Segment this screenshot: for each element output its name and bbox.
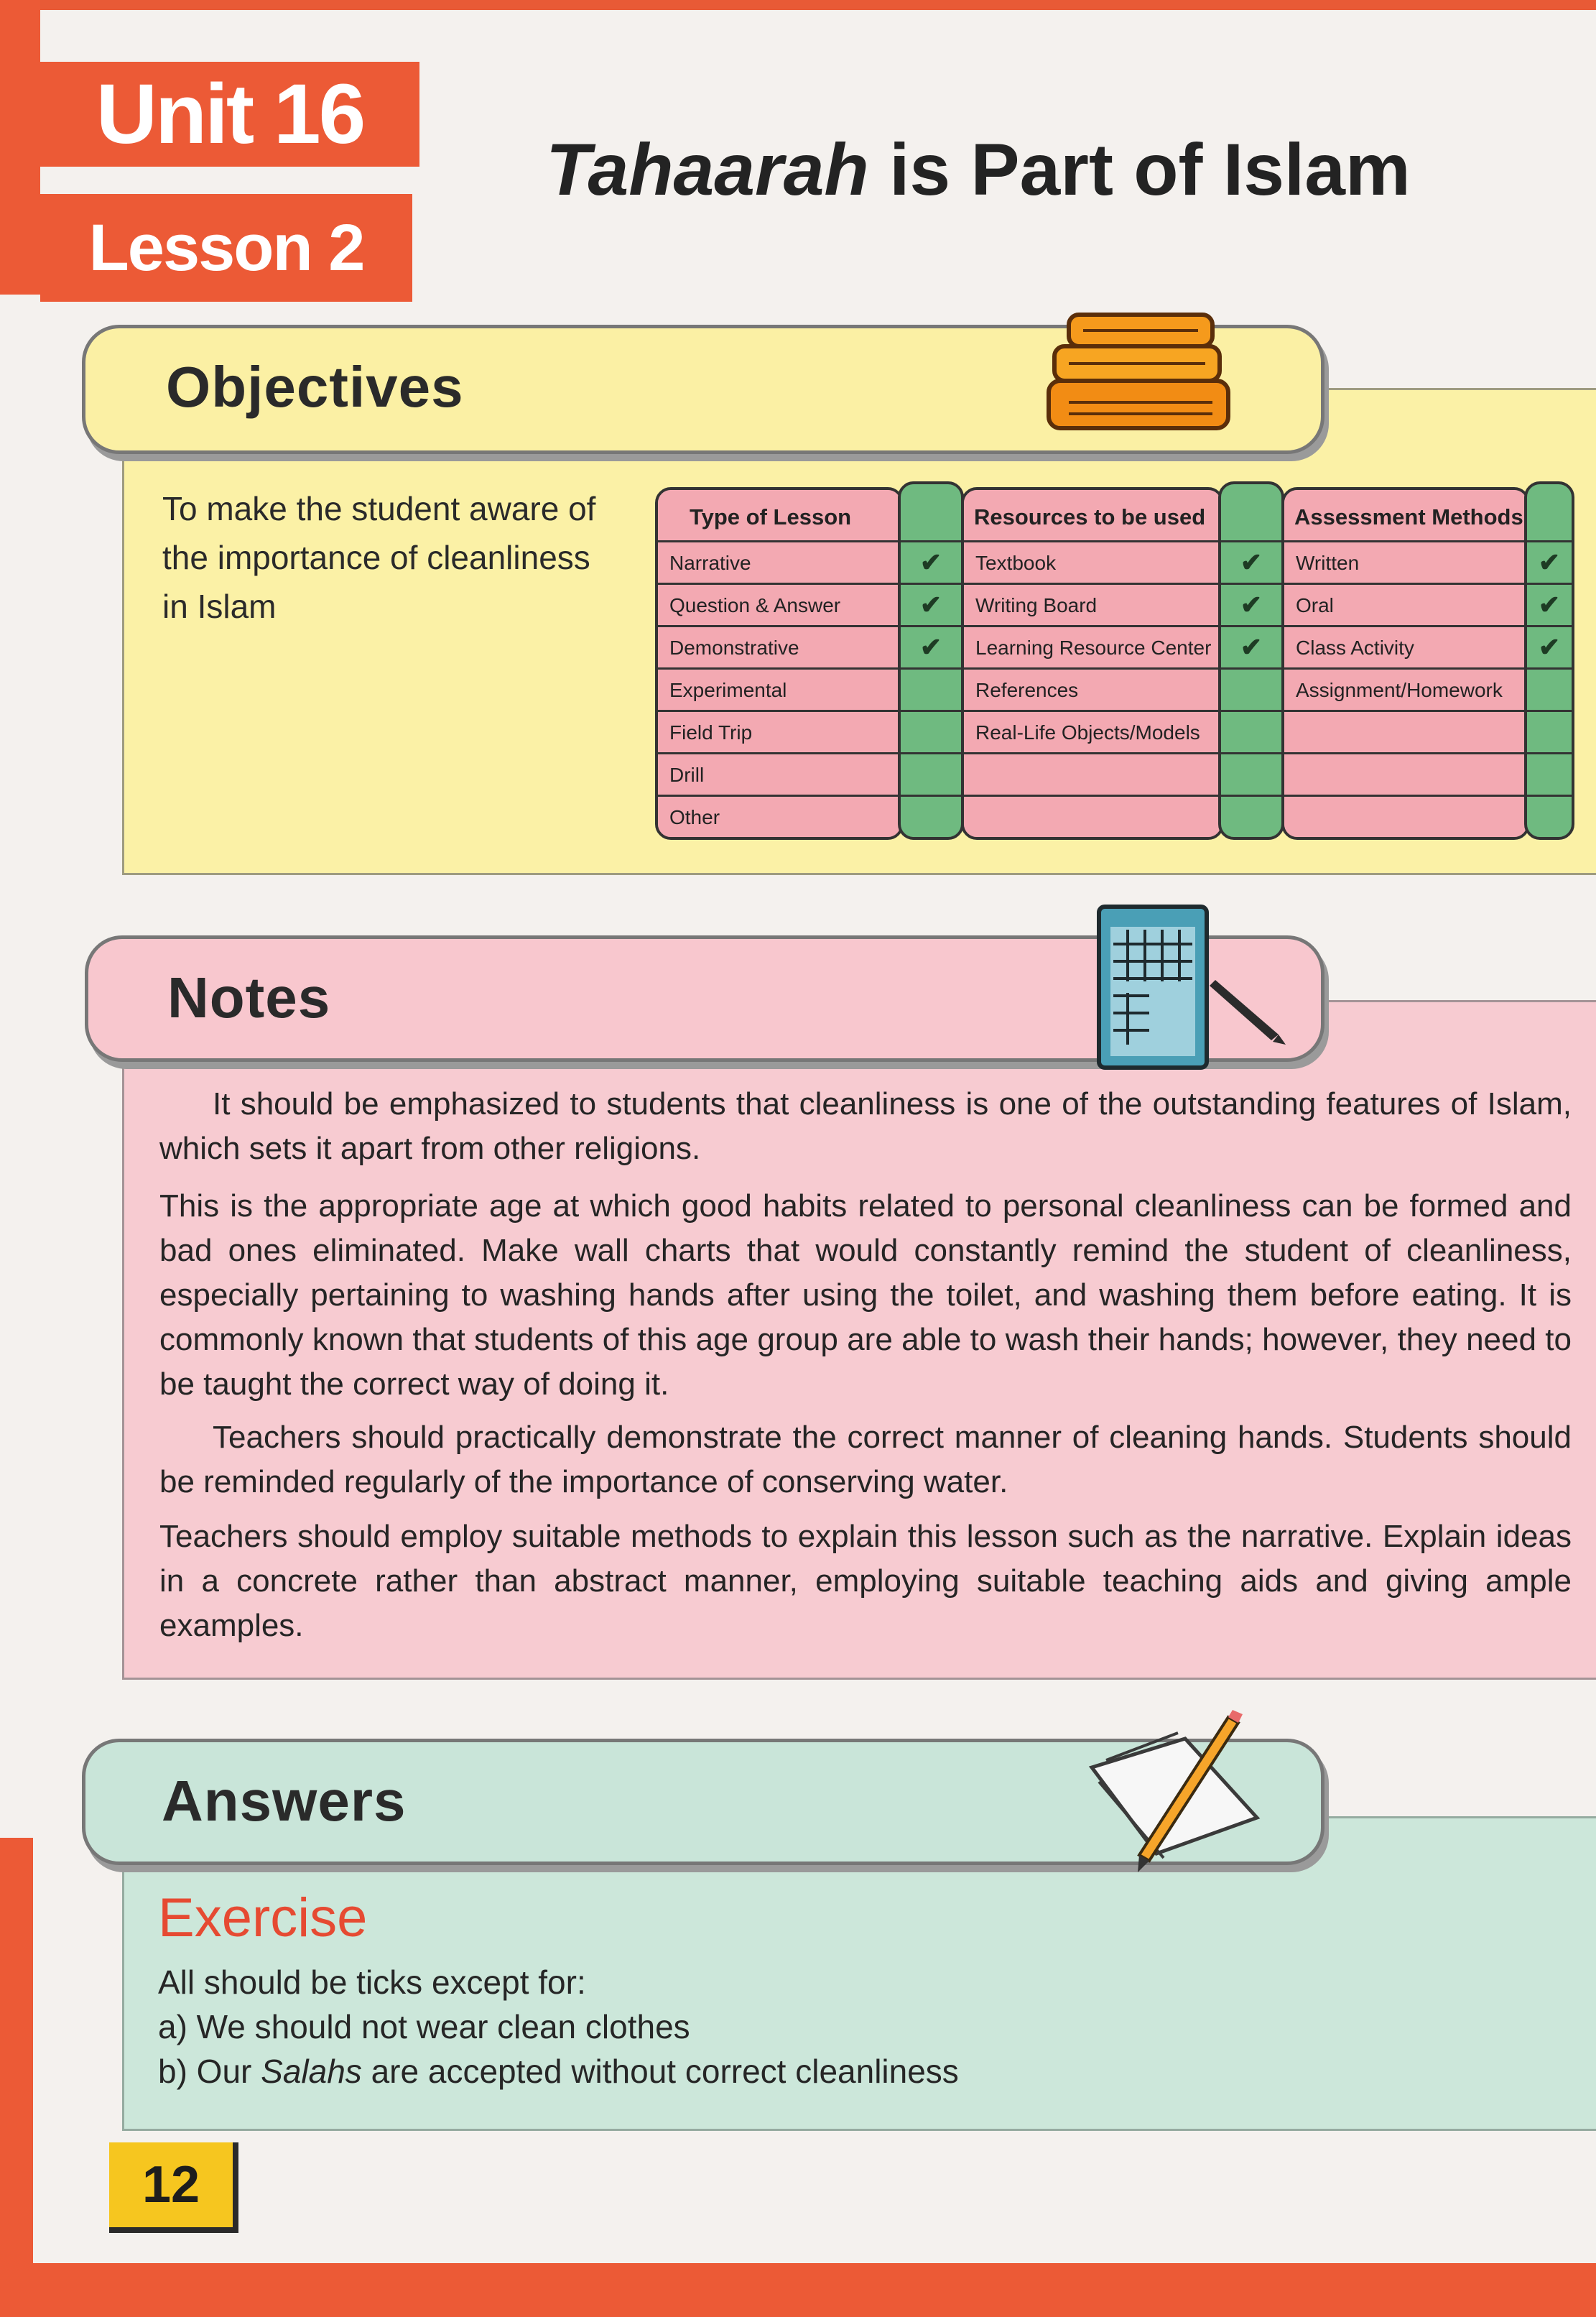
left-border-bottom bbox=[0, 1838, 33, 2317]
bottom-border bbox=[0, 2263, 1596, 2317]
table-header: Resources to be used bbox=[964, 490, 1221, 540]
check-cell bbox=[901, 710, 961, 752]
books-icon bbox=[1040, 302, 1270, 438]
left-border-top bbox=[0, 0, 40, 295]
check-cell: ✔ bbox=[1527, 583, 1572, 625]
check-cell: ✔ bbox=[901, 540, 961, 583]
check-cell: ✔ bbox=[1221, 625, 1281, 667]
notes-paragraph-3: Teachers should practically demonstrate the correct manner of cleaning hands. Students should be reminded regularly of the importance of conserving water. bbox=[159, 1420, 1572, 1499]
check-cell bbox=[1221, 710, 1281, 752]
table-header: Type of Lesson bbox=[658, 490, 901, 540]
check-cell bbox=[1527, 710, 1572, 752]
paper-pencil-icon bbox=[1077, 1710, 1279, 1875]
check-cell bbox=[901, 667, 961, 710]
check-cell: ✔ bbox=[1527, 625, 1572, 667]
table-type-of-lesson bbox=[655, 487, 904, 840]
check-cell bbox=[1527, 752, 1572, 795]
answer-item-b bbox=[158, 2052, 959, 2091]
table-row: Textbook bbox=[964, 540, 1221, 583]
check-cell: ✔ bbox=[901, 625, 961, 667]
objectives-text: To make the student aware of the importance of cleanliness in Islam bbox=[162, 490, 596, 625]
notepad-pen-icon bbox=[1092, 901, 1293, 1075]
notes-paragraph-1: It should be emphasized to students that cleanliness is one of the outstanding features of Islam, which sets it apart from other religions. bbox=[159, 1086, 1572, 1166]
table-row: Other bbox=[658, 795, 901, 837]
table-row: Written bbox=[1284, 540, 1527, 583]
table-row: Experimental bbox=[658, 667, 901, 710]
table-row: Narrative bbox=[658, 540, 901, 583]
page-title-italic: Tahaarah bbox=[546, 129, 869, 211]
page-number: 12 bbox=[109, 2142, 238, 2233]
table-header: Assessment Methods bbox=[1284, 490, 1527, 540]
table-row: Real-Life Objects/Models bbox=[964, 710, 1221, 752]
table-row: Demonstrative bbox=[658, 625, 901, 667]
answer-item-a: a) We should not wear clean clothes bbox=[158, 2008, 690, 2045]
check-cell: ✔ bbox=[1221, 583, 1281, 625]
table-row: Oral bbox=[1284, 583, 1527, 625]
objectives-heading: Objectives bbox=[166, 355, 464, 419]
exercise-title: Exercise bbox=[158, 1887, 368, 1948]
check-cell bbox=[1527, 795, 1572, 837]
checkbox-column-1 bbox=[898, 481, 964, 840]
check-cell bbox=[901, 752, 961, 795]
answer-item-b-italic: Salahs bbox=[261, 2053, 362, 2090]
table-row: Field Trip bbox=[658, 710, 901, 752]
table-row: Assignment/Homework bbox=[1284, 667, 1527, 710]
table-assessment bbox=[1281, 487, 1530, 840]
answers-heading: Answers bbox=[162, 1769, 407, 1833]
top-border bbox=[0, 0, 1596, 10]
notes-heading: Notes bbox=[167, 966, 331, 1030]
table-row: References bbox=[964, 667, 1221, 710]
table-row: Learning Resource Center bbox=[964, 625, 1221, 667]
table-resources bbox=[961, 487, 1224, 840]
page-title-rest: is Part of Islam bbox=[868, 129, 1411, 211]
answer-item-b-prefix: b) Our bbox=[158, 2053, 261, 2090]
check-cell: ✔ bbox=[1221, 540, 1281, 583]
check-cell: ✔ bbox=[1527, 540, 1572, 583]
notes-paragraph-2: This is the appropriate age at which good habits related to personal cleanliness can be formed and bad ones eliminated. Make wall charts that would constantly remind the student of cleanliness, especially pertaining to washing hands after using the toilet, and washing them before eating. It is commonly known that students of this age group are able to wash their hands; however, they need to be taught the correct way of doing it. bbox=[159, 1188, 1572, 1402]
unit-label: Unit 16 bbox=[40, 62, 419, 167]
checkbox-column-3 bbox=[1524, 481, 1574, 840]
table-row bbox=[964, 795, 1221, 837]
table-row bbox=[1284, 710, 1527, 752]
table-row: Drill bbox=[658, 752, 901, 795]
check-cell bbox=[901, 795, 961, 837]
table-row bbox=[1284, 752, 1527, 795]
table-row: Class Activity bbox=[1284, 625, 1527, 667]
table-row bbox=[964, 752, 1221, 795]
check-cell bbox=[1221, 795, 1281, 837]
table-row: Question & Answer bbox=[658, 583, 901, 625]
answers-intro: All should be ticks except for: bbox=[158, 1964, 586, 2001]
checkbox-column-2 bbox=[1218, 481, 1284, 840]
check-cell bbox=[1221, 752, 1281, 795]
table-row bbox=[1284, 795, 1527, 837]
table-row: Writing Board bbox=[964, 583, 1221, 625]
answer-item-b-suffix: are accepted without correct cleanliness bbox=[361, 2053, 959, 2090]
check-cell bbox=[1221, 667, 1281, 710]
check-cell: ✔ bbox=[901, 583, 961, 625]
lesson-label: Lesson 2 bbox=[40, 194, 412, 302]
page-title bbox=[546, 128, 1537, 221]
check-cell bbox=[1527, 667, 1572, 710]
notes-paragraph-4: Teachers should employ suitable methods to explain this lesson such as the narrative. Explain ideas in a concrete rather than abstract manner, employing suitable teaching aids and giving ample examples. bbox=[159, 1519, 1572, 1643]
